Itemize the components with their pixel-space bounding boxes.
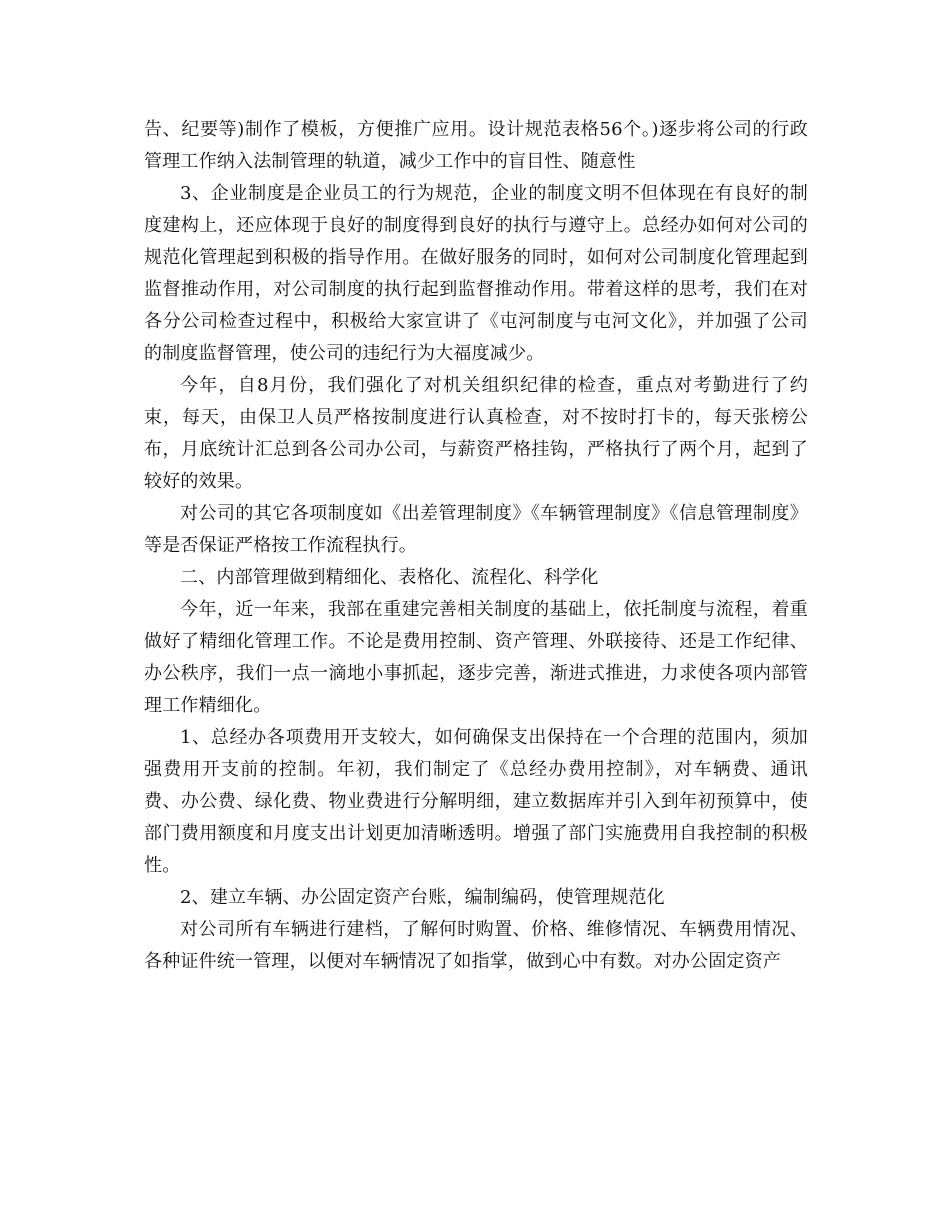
paragraph-4: 对公司的其它各项制度如《出差管理制度》《车辆管理制度》《信息管理制度》等是否保证严格按工作流程执行。 bbox=[144, 503, 808, 556]
paragraph-7: 1、总经办各项费用开支较大，如何确保支出保持在一个合理的范围内，须加强费用开支前的控制。年初，我们制定了《总经办费用控制》，对车辆费、通讯费、办公费、绿化费、物业费进行分解明细，建立数据库并引入到年初预算中，使部门费用额度和月度支出计划更加清晰透明。增强了部门实施费用自我控制的积极性。 bbox=[144, 727, 808, 876]
paragraph-6: 今年，近一年来，我部在重建完善相关制度的基础上，依托制度与流程，着重做好了精细化管理工作。不论是费用控制、资产管理、外联接待、还是工作纪律、办公秩序，我们一点一滴地小事抓起，逐步完善，渐进式推进，力求使各项内部管理工作精细化。 bbox=[144, 599, 808, 716]
paragraph-1: 告、纪要等)制作了模板，方便推广应用。设计规范表格56个。)逐步将公司的行政管理工作纳入法制管理的轨道，减少工作中的盲目性、随意性 bbox=[144, 119, 808, 172]
paragraph-2: 3、企业制度是企业员工的行为规范，企业的制度文明不但体现在有良好的制度建构上，还应体现于良好的制度得到良好的执行与遵守上。总经办如何对公司的规范化管理起到积极的指导作用。在做好服务的同时，如何对公司制度化管理起到监督推动作用，对公司制度的执行起到监督推动作用。带着这样的思考，我们在对各分公司检查过程中，积极给大家宣讲了《屯河制度与屯河文化》，并加强了公司的制度监督管理，使公司的违纪行为大福度减少。 bbox=[144, 183, 808, 364]
paragraph-3: 今年，自8月份，我们强化了对机关组织纪律的检查，重点对考勤进行了约束，每天，由保卫人员严格按制度进行认真检查，对不按时打卡的，每天张榜公布，月底统计汇总到各公司办公司，与薪资严格挂钩，严格执行了两个月，起到了较好的效果。 bbox=[144, 375, 808, 492]
paragraph-8: 2、建立车辆、办公固定资产台账，编制编码，使管理规范化 bbox=[180, 887, 665, 908]
paragraph-9: 对公司所有车辆进行建档，了解何时购置、价格、维修情况、车辆费用情况、各种证件统一管理，以便对车辆情况了如指掌，做到心中有数。对办公固定资产 bbox=[144, 919, 808, 972]
section-heading: 二、内部管理做到精细化、表格化、流程化、科学化 bbox=[180, 567, 599, 588]
document-body bbox=[144, 114, 808, 978]
